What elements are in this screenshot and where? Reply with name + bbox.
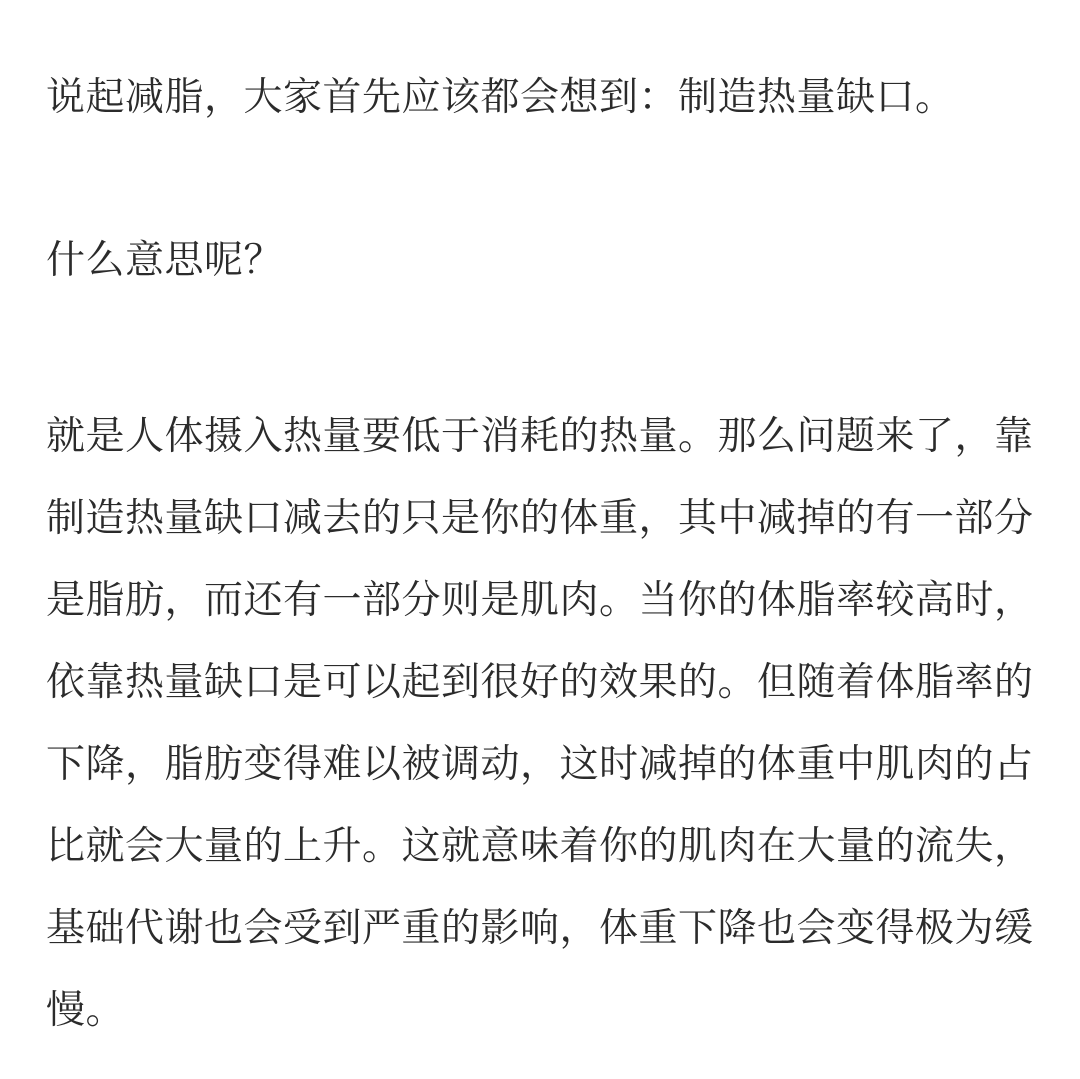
text-line: 就是人体摄入热量要低于消耗的热量。那么问题来了，靠 <box>46 414 1034 459</box>
text-line: 慢。 <box>46 988 126 1033</box>
text-line: 下降，脂肪变得难以被调动，这时减掉的体重中肌肉的占 <box>46 742 1034 787</box>
text-line: 基础代谢也会受到严重的影响，体重下降也会变得极为缓 <box>46 906 1034 951</box>
text-line: 依靠热量缺口是可以起到很好的效果的。但随着体脂率的 <box>46 660 1034 705</box>
paragraph-explanation <box>46 396 1034 1052</box>
paragraph-intro: 说起减脂，大家首先应该都会想到：制造热量缺口。 <box>46 75 955 120</box>
text-line: 是脂肪，而还有一部分则是肌肉。当你的体脂率较高时， <box>46 578 1034 623</box>
text-line: 比就会大量的上升。这就意味着你的肌肉在大量的流失， <box>46 824 1034 869</box>
paragraph-question: 什么意思呢？ <box>46 238 284 283</box>
text-line: 制造热量缺口减去的只是你的体重，其中减掉的有一部分 <box>46 496 1034 541</box>
